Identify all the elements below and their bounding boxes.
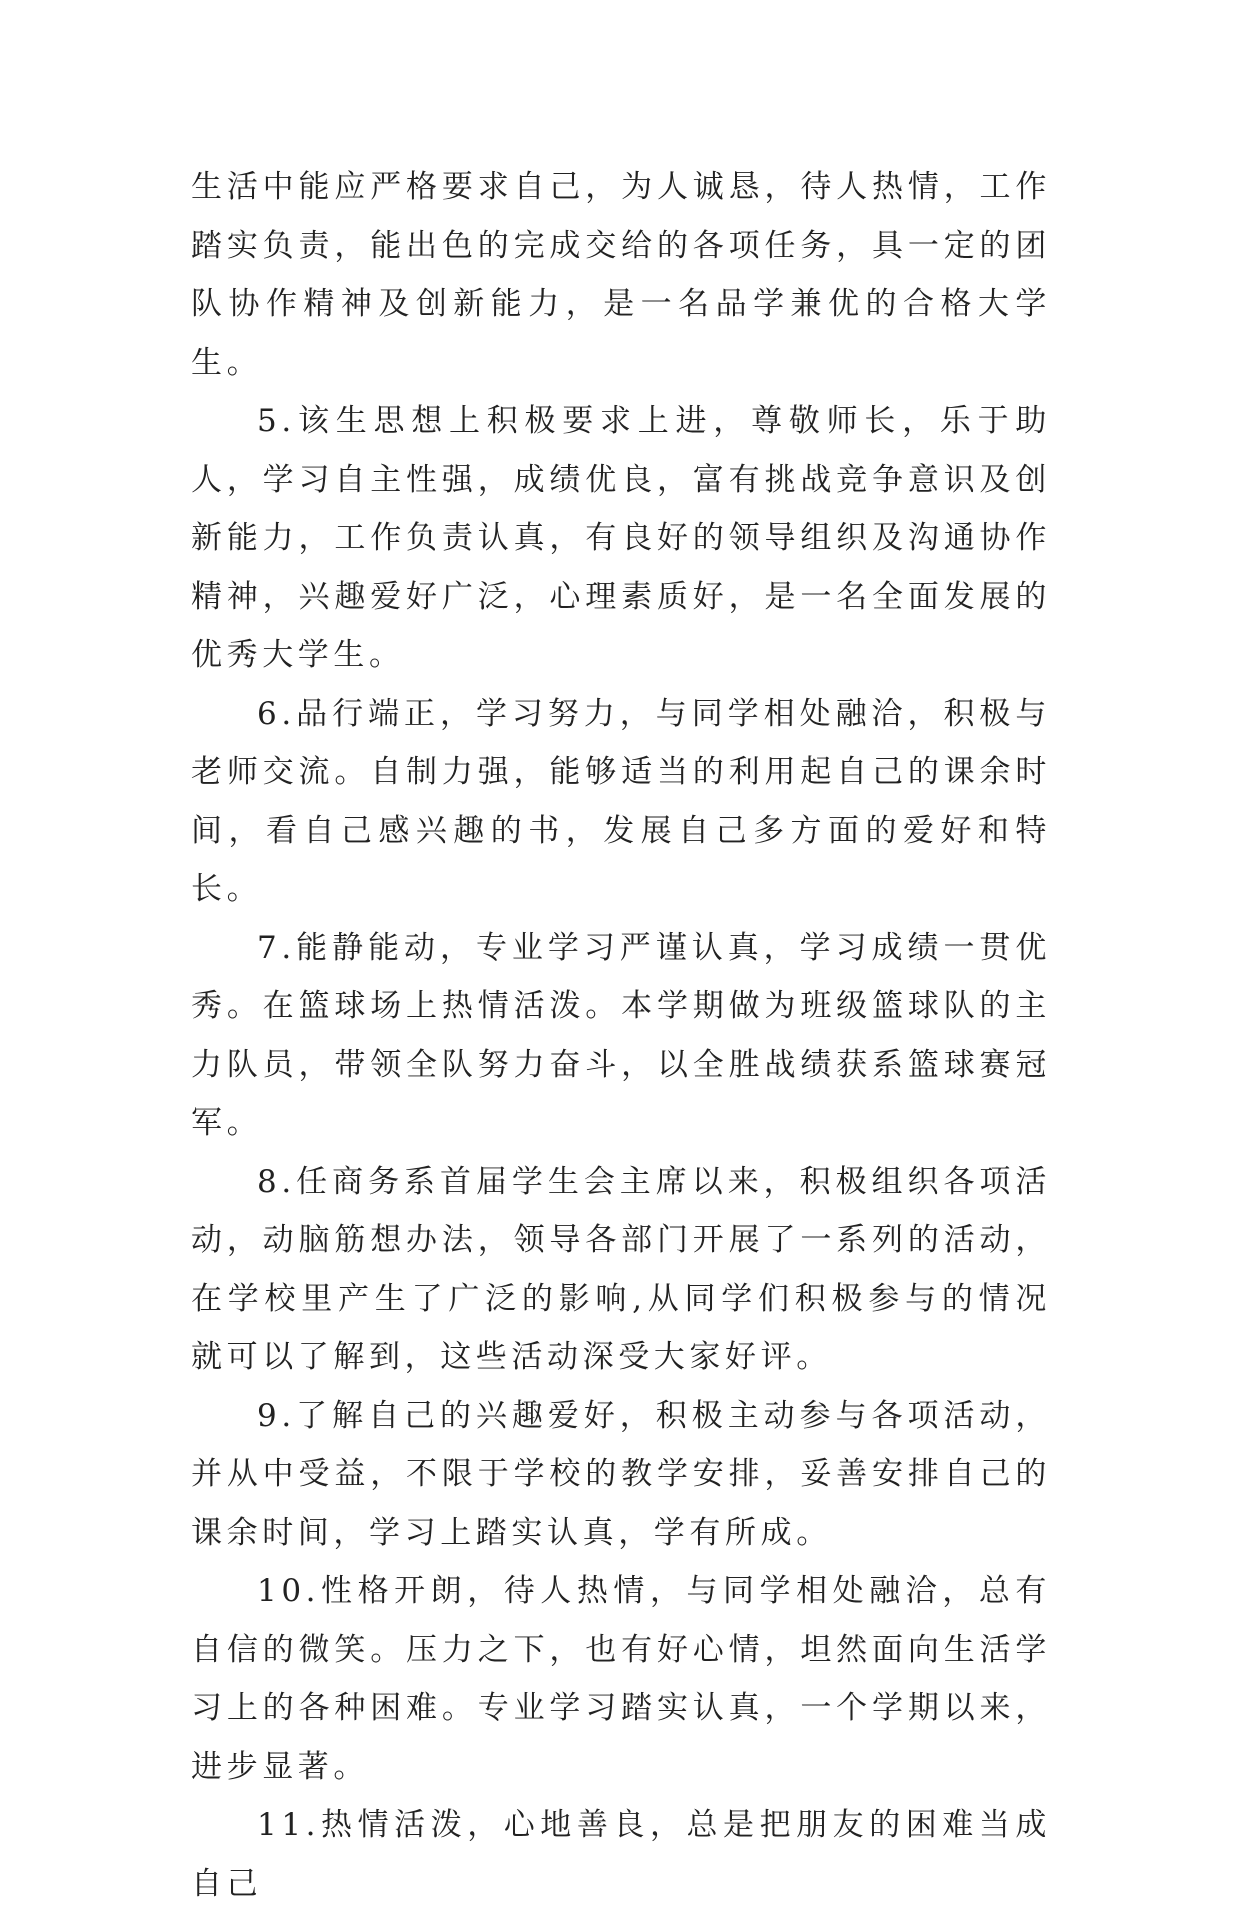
paragraph-item-5: 5.该生思想上积极要求上进，尊敬师长，乐于助人，学习自主性强，成绩优良，富有挑战竞争意识及创新能力，工作负责认真，有良好的领导组织及沟通协作精神，兴趣爱好广泛，心理素质好，是一名全面发展的优秀大学生。 — [191, 403, 1051, 673]
paragraph-item-9: 9.了解自己的兴趣爱好，积极主动参与各项活动，并从中受益，不限于学校的教学安排，妥善安排自己的课余时间，学习上踏实认真，学有所成。 — [191, 1397, 1051, 1551]
paragraph-item-11: 11.热情活泼，心地善良，总是把朋友的困难当成自己 — [191, 1807, 1051, 1902]
document-body — [191, 158, 1051, 1913]
paragraph-continuation: 生活中能应严格要求自己，为人诚恳，待人热情，工作踏实负责，能出色的完成交给的各项任务，具一定的团队协作精神及创新能力，是一名品学兼优的合格大学生。 — [191, 169, 1051, 381]
paragraph-item-7: 7.能静能动，专业学习严谨认真，学习成绩一贯优秀。在篮球场上热情活泼。本学期做为班级篮球队的主力队员，带领全队努力奋斗，以全胜战绩获系篮球赛冠军。 — [191, 929, 1051, 1141]
paragraph-item-6: 6.品行端正，学习努力，与同学相处融洽，积极与老师交流。自制力强，能够适当的利用起自己的课余时间，看自己感兴趣的书，发展自己多方面的爱好和特长。 — [191, 695, 1051, 907]
paragraph-item-10: 10.性格开朗，待人热情，与同学相处融洽，总有自信的微笑。压力之下，也有好心情，坦然面向生活学习上的各种困难。专业学习踏实认真，一个学期以来，进步显著。 — [191, 1573, 1051, 1785]
paragraph-item-8: 8.任商务系首届学生会主席以来，积极组织各项活动，动脑筋想办法，领导各部门开展了一系列的活动，在学校里产生了广泛的影响,从同学们积极参与的情况就可以了解到，这些活动深受大家好评。 — [191, 1163, 1051, 1375]
